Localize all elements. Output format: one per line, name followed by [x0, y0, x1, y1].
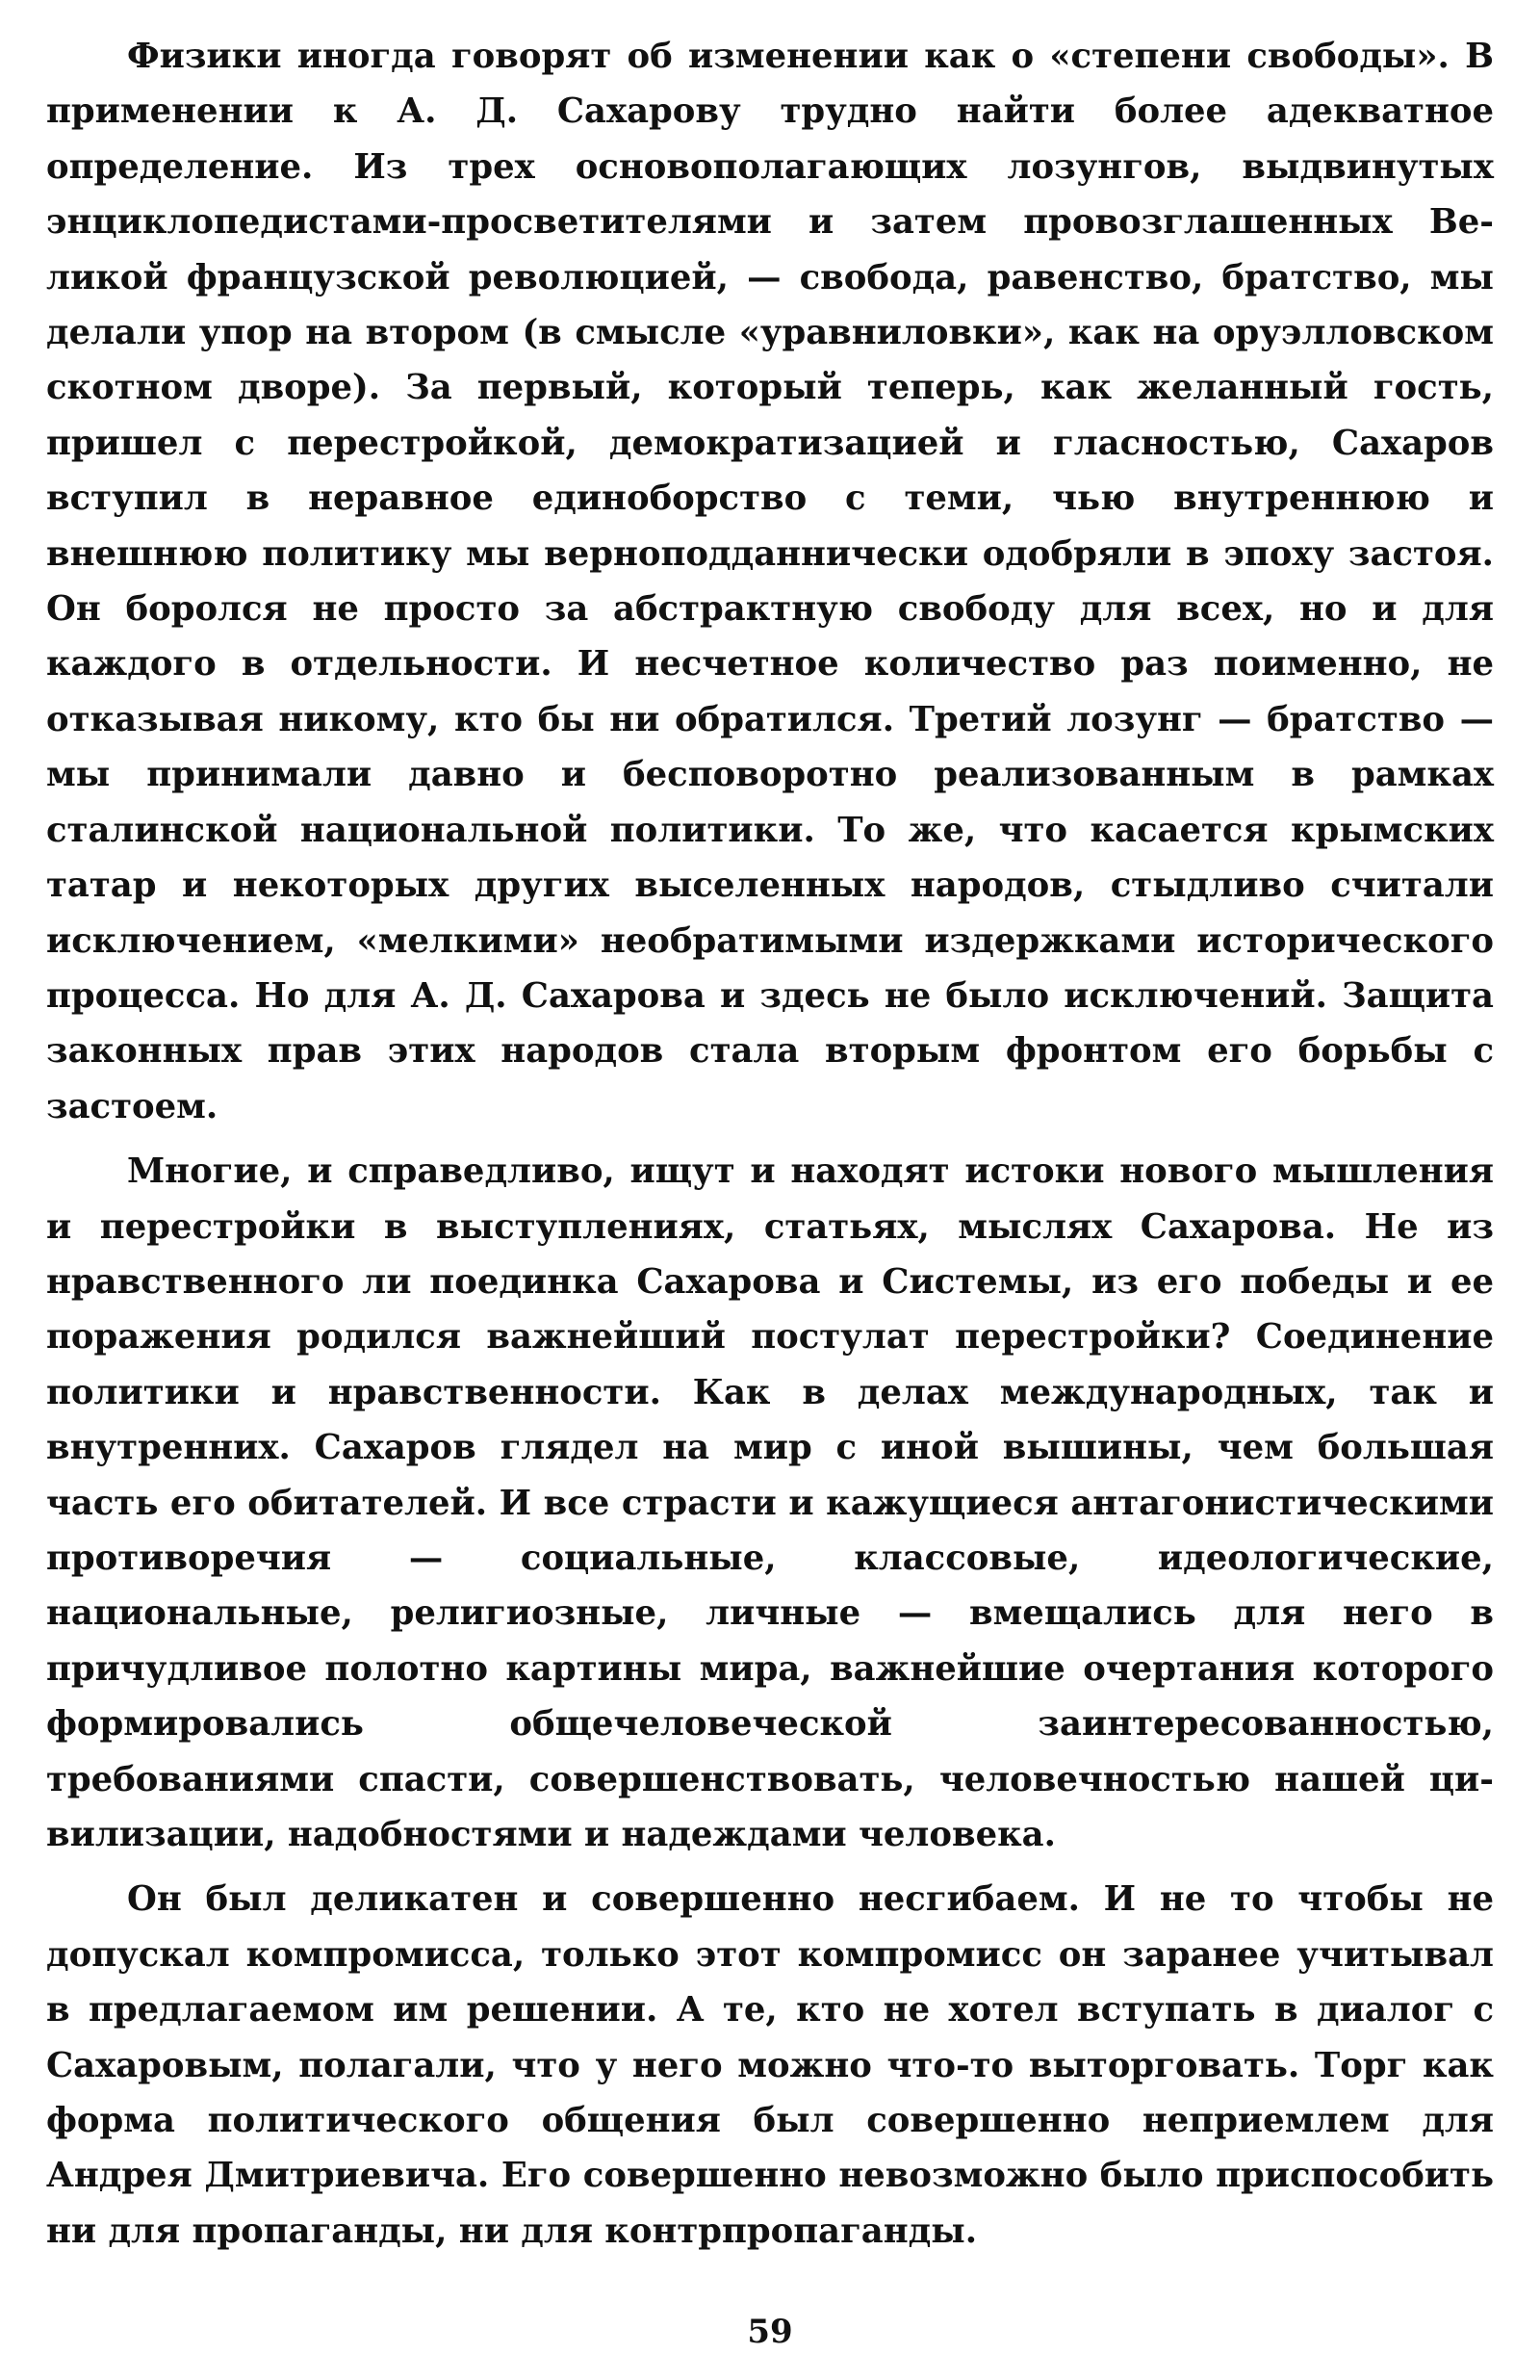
page-body: [46, 29, 1494, 2268]
paragraph-1: Физики иногда говорят об изменении как о «степени свободы». В применении к А. Д. Сахарову трудно найти более адекватное определение. Из трех основополагающих лозунгов, выдвинутых энциклопедистами-просветителями и затем провозглашенных Великой французской революцией, — свобода, равенство, братство, мы делали упор на втором (в смысле «уравниловки», как на оруэлловском скотном дворе). За первый, который теперь, как желанный гость, пришел с перестройкой, демократизацией и гласностью, Сахаров вступил в неравное единоборство с теми, чью внутреннюю и внешнюю политику мы верноподданнически одобряли в эпоху застоя. Он боролся не просто за абстрактную свободу для всех, но и для каждого в отдельности. И несчетное количество раз поименно, не отказывая никому, кто бы ни обратился. Третий лозунг — братство — мы принимали давно и бесповоротно реализованным в рамках сталинской национальной политики. То же, что касается крымских татар и некоторых других выселенных народов, стыдливо считали исключением, «мелкими» необратимыми издержками исторического процесса. Но для А. Д. Сахарова и здесь не было исключений. Защита законных прав этих народов стала вторым фронтом его борьбы с застоем.: [46, 37, 1494, 1126]
paragraph-3: Он был деликатен и совершенно несгибаем. И не то чтобы не допускал компромисса, только этот компромисс он заранее учитывал в предлагаемом им решении. А те, кто не хотел вступать в диалог с Сахаровым, полагали, что у него можно что-то выторговать. Торг как форма политического общения был совершенно неприемлем для Андрея Дмитриевича. Его совершенно невозможно было приспособить ни для пропаганды, ни для контрпропаганды.: [46, 1879, 1494, 2251]
page-number: 59: [747, 2313, 793, 2351]
paragraph-2: Многие, и справедливо, ищут и находят истоки нового мышления и перестройки в выступлениях, статьях, мыслях Сахарова. Не из нравственного ли поединка Сахарова и Системы, из его победы и ее поражения родился важнейший постулат перестройки? Соединение политики и нравственности. Как в делах международных, так и внутренних. Сахаров глядел на мир с иной вышины, чем большая часть его обитателей. И все страсти и кажущиеся антагонистическими противоречия — социальные, классовые, идеологические, национальные, религиозные, личные — вмещались для него в причудливое полотно картины мира, важнейшие очертания которого формировались общечеловеческой заинтересованностью, требованиями спасти, совершенствовать, человечностью нашей цивилизации, надобностями и надеждами человека.: [46, 1151, 1494, 1854]
